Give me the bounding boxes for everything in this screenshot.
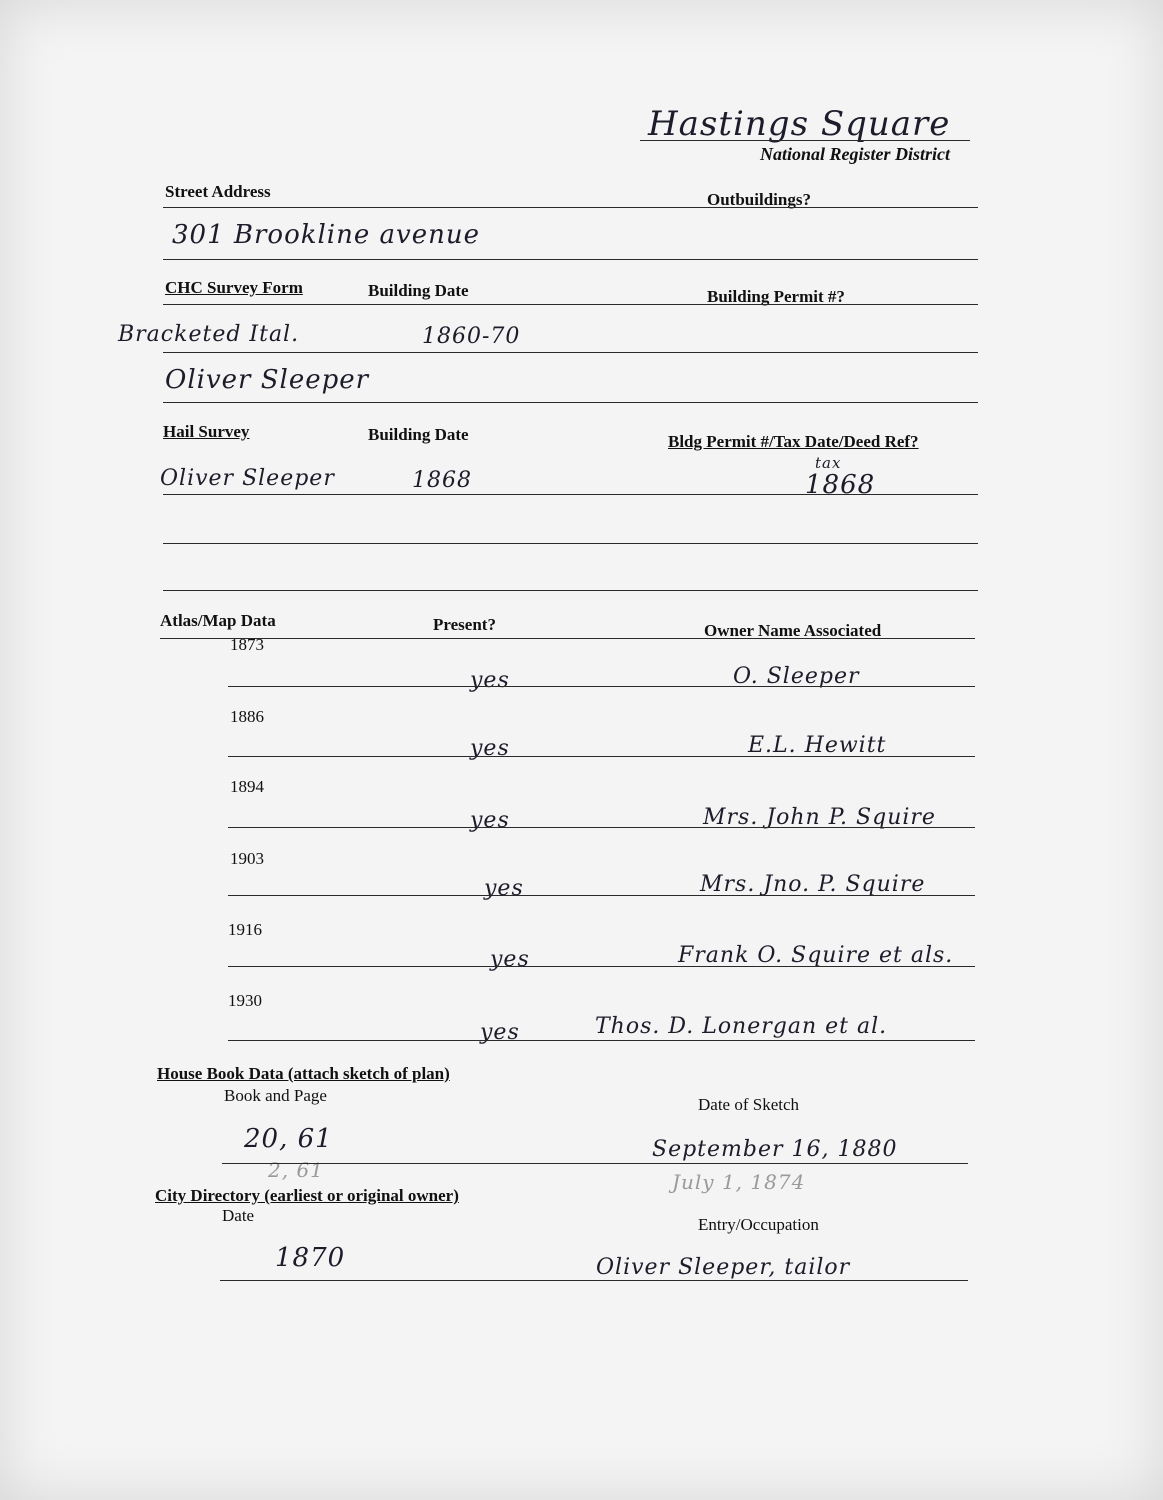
atlas-row-line — [228, 686, 975, 687]
chc-architect-line — [163, 402, 978, 403]
hail-permit-value: 1868 — [805, 470, 876, 500]
city-directory-label: City Directory (earliest or original owner) — [155, 1186, 459, 1205]
district-underline — [640, 140, 970, 141]
atlas-row-line — [228, 966, 975, 967]
atlas-owner: Frank O. Squire et als. — [678, 943, 954, 968]
atlas-owner: Mrs. Jno. P. Squire — [700, 872, 926, 897]
hail-line-3 — [163, 590, 978, 591]
book-and-page-label: Book and Page — [224, 1086, 327, 1105]
atlas-row-line — [228, 756, 975, 757]
entry-occupation-label: Entry/Occupation — [698, 1215, 819, 1234]
city-directory-line — [220, 1280, 968, 1281]
district-label: National Register District — [760, 144, 951, 164]
book-and-page-value: 20, 61 — [244, 1124, 333, 1154]
chc-style-value: Bracketed Ital. — [118, 322, 300, 347]
chc-architect-value: Oliver Sleeper — [165, 365, 370, 395]
atlas-present: yes — [484, 876, 524, 901]
date-of-sketch-label: Date of Sketch — [698, 1095, 800, 1114]
atlas-owner: E.L. Hewitt — [748, 733, 887, 758]
hail-line-1 — [163, 494, 978, 495]
atlas-year: 1930 — [228, 991, 262, 1010]
hail-permit-value-top: tax — [815, 454, 842, 472]
street-address-line — [163, 207, 978, 208]
house-book-line — [222, 1163, 968, 1164]
hail-permit-label: Bldg Permit #/Tax Date/Deed Ref? — [668, 432, 919, 451]
street-address-value: 301 Brookline avenue — [172, 220, 480, 250]
chc-value-line — [163, 352, 978, 353]
chc-date-value: 1860-70 — [422, 324, 521, 349]
hail-line-2 — [163, 543, 978, 544]
book-and-page-faint: 2, 61 — [268, 1158, 324, 1182]
atlas-row-line — [228, 895, 975, 896]
date-of-sketch-value: September 16, 1880 — [652, 1137, 898, 1162]
outbuildings-label: Outbuildings? — [707, 190, 811, 209]
atlas-year: 1903 — [230, 849, 264, 868]
hail-date-value: 1868 — [412, 468, 472, 493]
house-book-label: House Book Data (attach sketch of plan) — [157, 1064, 450, 1083]
atlas-present: yes — [490, 947, 530, 972]
chc-building-permit-label: Building Permit #? — [707, 287, 845, 306]
atlas-year: 1873 — [230, 635, 264, 654]
atlas-present: yes — [470, 668, 510, 693]
entry-occupation-value: Oliver Sleeper, tailor — [596, 1255, 851, 1280]
atlas-row-line — [228, 1040, 975, 1041]
atlas-year: 1886 — [230, 707, 264, 726]
atlas-present: yes — [470, 736, 510, 761]
chc-building-date-label: Building Date — [368, 281, 469, 300]
atlas-year: 1894 — [230, 777, 264, 796]
atlas-year: 1916 — [228, 920, 262, 939]
atlas-header-line — [160, 638, 975, 639]
street-value-line — [163, 259, 978, 260]
hail-name-value: Oliver Sleeper — [160, 466, 335, 491]
atlas-owner: O. Sleeper — [733, 664, 860, 689]
atlas-owner-label: Owner Name Associated — [704, 621, 882, 640]
atlas-present: yes — [480, 1020, 520, 1045]
atlas-owner: Thos. D. Lonergan et al. — [595, 1014, 888, 1039]
city-directory-date-label: Date — [222, 1206, 255, 1225]
chc-survey-form-label: CHC Survey Form — [165, 278, 303, 297]
atlas-present: yes — [470, 808, 510, 833]
atlas-row-line — [228, 827, 975, 828]
district-name: Hastings Square — [648, 104, 951, 144]
street-address-label: Street Address — [165, 182, 271, 201]
hail-building-date-label: Building Date — [368, 425, 469, 444]
city-directory-date-value: 1870 — [275, 1243, 346, 1273]
atlas-present-label: Present? — [433, 615, 496, 634]
chc-header-line — [163, 304, 978, 305]
atlas-map-label: Atlas/Map Data — [160, 611, 276, 630]
atlas-owner: Mrs. John P. Squire — [703, 805, 936, 830]
date-of-sketch-faint: July 1, 1874 — [672, 1170, 806, 1194]
hail-survey-label: Hail Survey — [163, 422, 250, 441]
